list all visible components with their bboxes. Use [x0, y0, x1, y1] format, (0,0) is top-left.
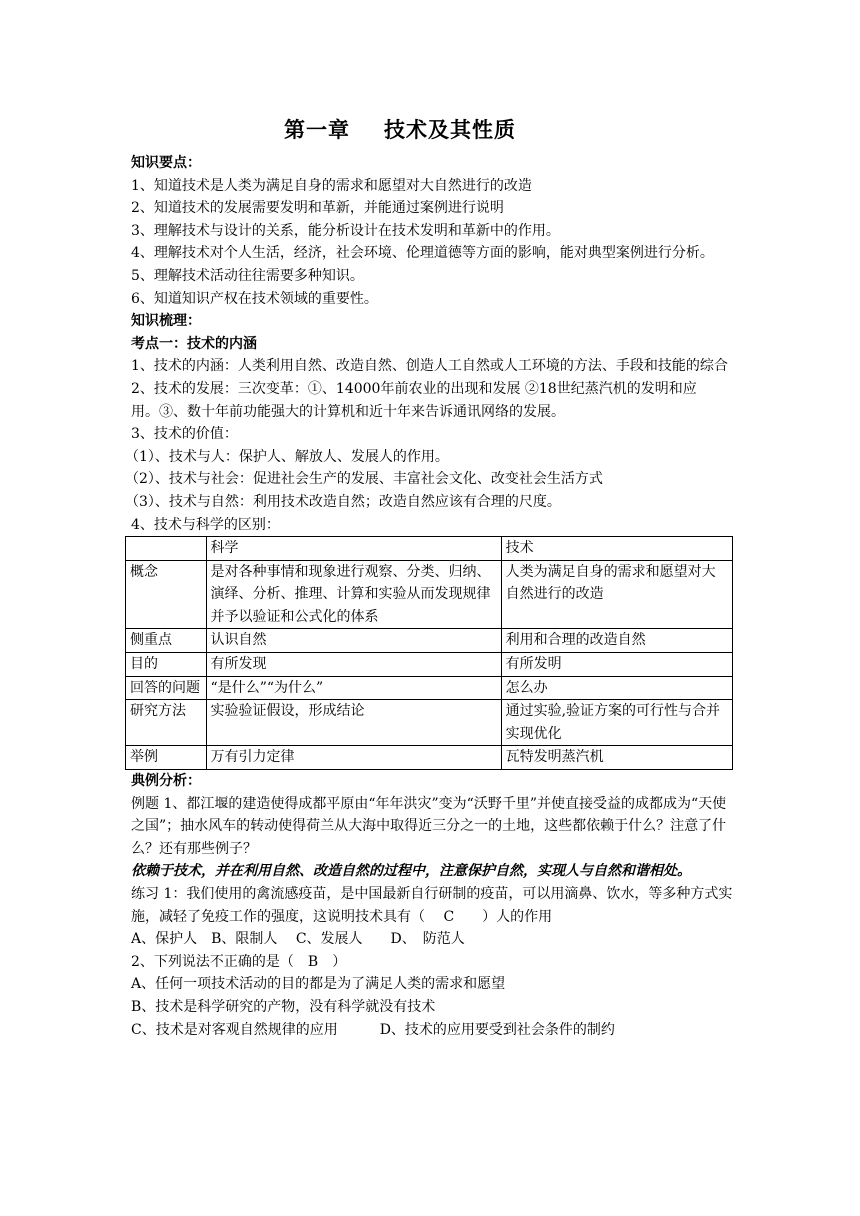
table-cell: 有所发明 [501, 653, 732, 677]
knowledge-point-6: 6、知道知识产权在技术领域的重要性。 [131, 290, 378, 307]
value-item-2: （2）、技术与社会：促进社会生产的发展、丰富社会文化、改变社会生活方式 [125, 471, 603, 488]
knowledge-points-heading: 知识要点： [131, 155, 201, 171]
knowledge-point-4: 4、理解技术对个人生活，经济，社会环境、伦理道德等方面的影响，能对典型案例进行分析。 [131, 245, 714, 262]
table-cell: 人类为满足自身的需求和愿望对大自然进行的改造 [501, 560, 732, 629]
example-1: 例题 1、都江堰的建造使得成都平原由“年年洪灾”变为“沃野千里”并使直接受益的成都成为“天使之国”；抽水风车的转动使得荷兰从大海中取得近三分之一的土地，这些都依赖于什么？注意了什么？还有那些例子？ [131, 795, 727, 857]
exercise-1-options: A、保护人 B、限制人 C、发展人 D、 防范人 [131, 931, 465, 948]
knowledge-point-3: 3、理解技术与设计的关系，能分析设计在技术发明和革新中的作用。 [131, 222, 560, 239]
exercise-2-option-b: B、技术是科学研究的产物，没有科学就没有技术 [131, 998, 436, 1015]
table-header-cell [126, 537, 207, 561]
knowledge-point-2: 2、知道技术的发展需要发明和革新，并能通过案例进行说明 [131, 200, 504, 217]
examples-heading: 典例分析： [131, 773, 201, 790]
table-cell: 通过实验,验证方案的可行性与合并实现优化 [501, 700, 732, 746]
table-cell: 万有引力定律 [206, 746, 501, 770]
review-paragraph-3: 3、技术的价值： [131, 426, 238, 443]
review-paragraph-2a: 2、技术的发展：三次变革：①、14000年前农业的出现和发展 ②18世纪蒸汽机的发明和应 [131, 380, 697, 397]
table-cell: 研究方法 [126, 700, 207, 746]
table-row [126, 676, 733, 700]
table-cell: 有所发现 [206, 653, 501, 677]
table-row [126, 653, 733, 677]
table-cell: 认识自然 [206, 629, 501, 653]
chapter-name: 技术及其性质 [384, 118, 516, 142]
table-header-row [126, 537, 733, 561]
value-item-3: （3）、技术与自然：利用技术改造自然；改造自然应该有合理的尺度。 [125, 493, 561, 510]
value-item-1: （1）、技术与人：保护人、解放人、发展人的作用。 [125, 448, 449, 465]
review-paragraph-4: 4、技术与科学的区别： [131, 516, 280, 533]
table-cell: 实验验证假设，形成结论 [206, 700, 501, 746]
table-cell: 侧重点 [126, 629, 207, 653]
topic-heading: 考点一：技术的内涵 [131, 335, 257, 352]
table-cell: 怎么办 [501, 676, 732, 700]
table-row [126, 560, 733, 629]
table-row [126, 700, 733, 746]
table-cell: “是什么”“为什么” [206, 676, 501, 700]
table-cell: 概念 [126, 560, 207, 629]
table-cell: 回答的问题 [126, 676, 207, 700]
exercise-2-option-a: A、任何一项技术活动的目的都是为了满足人类的需求和愿望 [131, 976, 506, 993]
example-1-answer: 依赖于技术，并在利用自然、改造自然的过程中，注意保护自然，实现人与自然和谐相处。 [131, 863, 691, 880]
table-cell: 是对各种事情和现象进行观察、分类、归纳、演绎、分析、推理、计算和实验从而发现规律并予以验证和公式化的体系 [206, 560, 501, 629]
review-paragraph-2b: 用。③、数十年前功能强大的计算机和近十年来告诉通讯网络的发展。 [131, 403, 565, 420]
exercise-2-options-cd: C、技术是对客观自然规律的应用 D、技术的应用要受到社会条件的制约 [131, 1021, 615, 1038]
knowledge-point-5: 5、理解技术活动往往需要多种知识。 [131, 267, 364, 284]
comparison-table [125, 536, 733, 770]
table-cell: 瓦特发明蒸汽机 [501, 746, 732, 770]
table-cell: 举例 [126, 746, 207, 770]
table-row [126, 629, 733, 653]
table-header-cell: 技术 [501, 537, 732, 561]
chapter-number: 第一章 [284, 118, 350, 142]
chapter-title [0, 114, 800, 144]
table-cell: 利用和合理的改造自然 [501, 629, 732, 653]
knowledge-point-1: 1、知道技术是人类为满足自身的需求和愿望对大自然进行的改造 [131, 177, 532, 194]
exercise-1: 练习 1：我们使用的禽流感疫苗，是中国最新自行研制的疫苗，可以用滴鼻、饮水，等多种方式实施，减轻了免疫工作的强度，这说明技术具有（ C ）人的作用 [131, 886, 733, 925]
document-body [125, 152, 739, 1041]
review-paragraph-1: 1、技术的内涵：人类利用自然、改造自然、创造人工自然或人工环境的方法、手段和技能的综合 [131, 358, 728, 375]
table-header-cell: 科学 [206, 537, 501, 561]
review-heading: 知识梳理： [131, 313, 201, 330]
table-row [126, 746, 733, 770]
table-cell: 目的 [126, 653, 207, 677]
exercise-2: 2、下列说法不正确的是（ B ） [131, 953, 347, 970]
